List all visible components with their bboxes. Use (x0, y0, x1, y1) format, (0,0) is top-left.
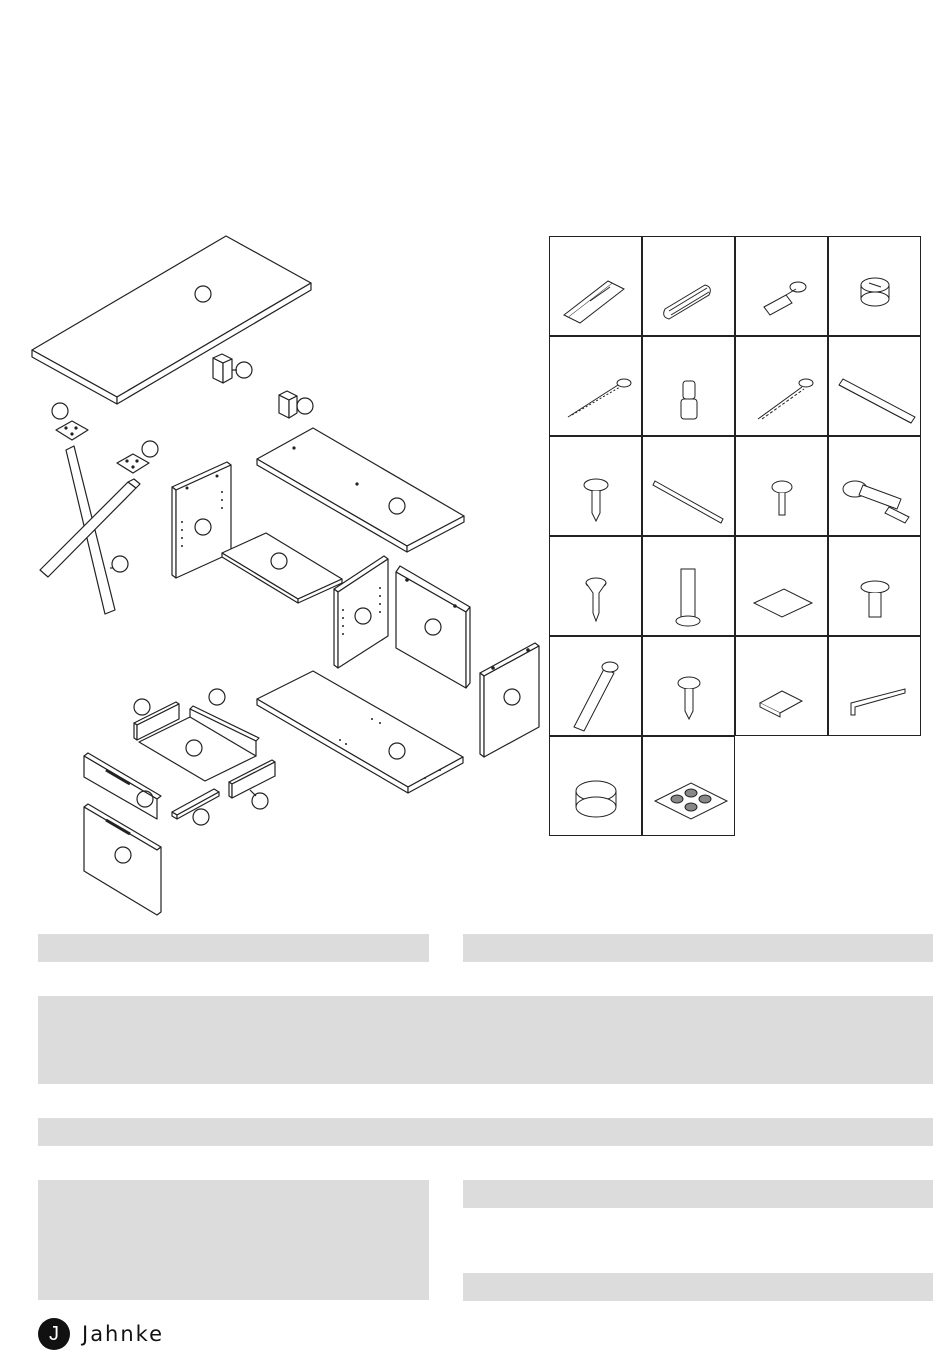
leg-connector-icon (643, 537, 736, 637)
short-screw-icon (550, 437, 643, 537)
drawer-rail-icon (829, 337, 922, 437)
shelf-pin-icon (643, 337, 736, 437)
text-placeholder-bar (463, 934, 933, 962)
wood-screw-icon (736, 337, 829, 437)
logo-wordmark: Jahnke (82, 1322, 165, 1346)
flange-bolt-icon (829, 537, 922, 637)
hw-cell-8 (828, 336, 921, 436)
drawer-runner-bar (172, 789, 219, 825)
machine-screw-icon (736, 437, 829, 537)
cam-bolt-icon (736, 237, 829, 337)
text-placeholder-bar (38, 1118, 933, 1146)
felt-dots-sheet-icon (643, 737, 736, 837)
text-placeholder-bar (463, 1180, 933, 1208)
brand-logo (38, 1317, 164, 1351)
hw-cell-22 (642, 736, 735, 836)
logo-mark: J (38, 1318, 70, 1350)
text-placeholder-bar (463, 1273, 933, 1301)
hw-cell-10 (642, 436, 735, 536)
text-placeholder-block (38, 1180, 429, 1300)
cabinet-bottom (257, 671, 463, 793)
desktop-panel (32, 236, 311, 404)
hw-cell-17 (549, 636, 642, 736)
long-bolt-icon (550, 637, 643, 737)
felt-pad-icon (736, 637, 829, 737)
hw-cell-7 (735, 336, 828, 436)
hw-cell-13 (549, 536, 642, 636)
hw-cell-1 (549, 236, 642, 336)
leg-bracket-upper (213, 354, 252, 383)
long-screw-icon (550, 337, 643, 437)
hw-cell-12 (828, 436, 921, 536)
text-placeholder-bar (38, 934, 429, 962)
hinge-icon (829, 437, 922, 537)
hw-cell-9 (549, 436, 642, 536)
countersunk-screw-icon (550, 537, 643, 637)
leg-bracket-lower (279, 391, 313, 418)
x-leg (40, 446, 140, 614)
text-placeholder-block (38, 996, 933, 1084)
allen-key-icon (829, 637, 922, 737)
drawer-front-lower (84, 804, 161, 915)
cabinet-back (396, 566, 470, 688)
pan-screw-icon (643, 637, 736, 737)
drawer-side-right (229, 760, 275, 809)
cabinet-divider (334, 556, 388, 668)
hw-cell-11 (735, 436, 828, 536)
leg-plate-right (117, 441, 158, 473)
hw-cell-3 (735, 236, 828, 336)
hw-cell-19 (735, 636, 828, 736)
cabinet-side-left (172, 462, 231, 578)
hw-cell-21 (549, 736, 642, 836)
wooden-dowel-split-icon (550, 237, 643, 337)
hw-cell-20 (828, 636, 921, 736)
hw-cell-14 (642, 536, 735, 636)
hw-cell-6 (642, 336, 735, 436)
mounting-plate-icon (736, 537, 829, 637)
cabinet-shelf (222, 533, 342, 603)
cam-lock-icon (829, 237, 922, 337)
hw-cell-2 (642, 236, 735, 336)
hardware-grid (549, 236, 921, 835)
hw-cell-5 (549, 336, 642, 436)
leg-plate-left (52, 403, 88, 440)
cabinet-side-right (480, 643, 539, 757)
hw-cell-15 (735, 536, 828, 636)
adjustable-foot-icon (550, 737, 643, 837)
hw-cell-16 (828, 536, 921, 636)
cabinet-top (257, 428, 464, 552)
hw-cell-18 (642, 636, 735, 736)
hw-cell-4 (828, 236, 921, 336)
wooden-dowel-icon (643, 237, 736, 337)
metal-rod-icon (643, 437, 736, 537)
